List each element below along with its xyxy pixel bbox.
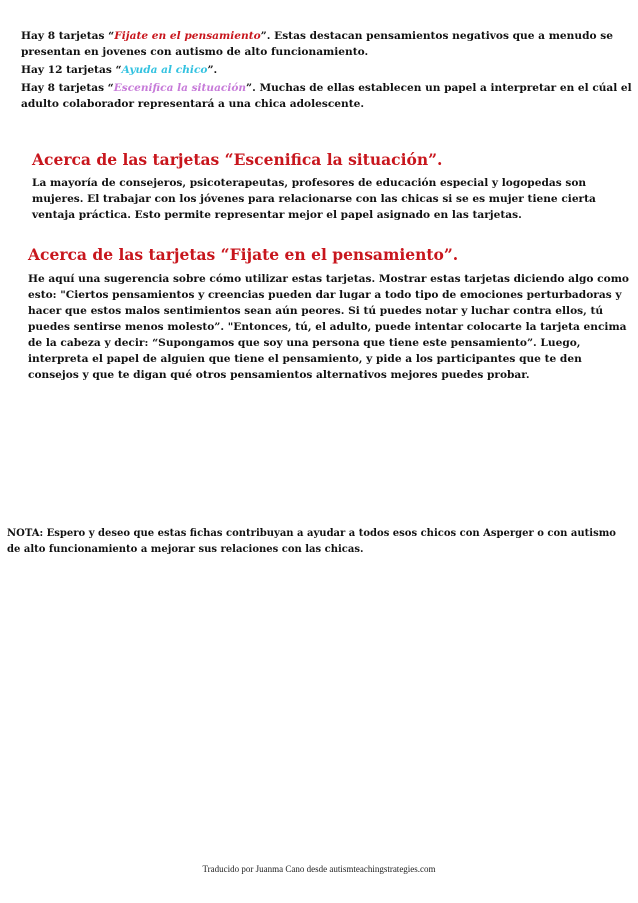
intro-line-adulto: adulto colaborador representará a una chica adolescente. <box>21 98 365 110</box>
section-line: mujeres. El trabajar con los jóvenes para relacionarse con las chicas si se es mujer tiene cierta <box>32 193 596 205</box>
intro-line-fijate <box>21 28 613 44</box>
footer-credit: Traducido por Juanma Cano desde autismteachingstrategies.com <box>202 864 436 874</box>
escenifica-card-name: Escenifica la situación <box>113 82 247 94</box>
intro-line-text: ”. <box>207 64 218 76</box>
section-line: de la cabeza y decir: “Supongamos que soy una persona que tiene este pensamiento”. Luego, <box>28 337 581 349</box>
intro-line-text: Hay 8 tarjetas “ <box>21 82 114 94</box>
intro-line-text: ”. Muchas de ellas establecen un papel a interpretar en el cúal el <box>246 82 632 94</box>
section-line: esto: "Ciertos pensamientos y creencias pueden dar lugar a todo tipo de emociones perturbadoras y <box>28 289 622 301</box>
intro-line-description: presentan en jovenes con autismo de alto funcionamiento. <box>21 46 369 58</box>
note-line: de alto funcionamiento a mejorar sus relaciones con las chicas. <box>7 544 364 555</box>
intro-line-ayuda <box>21 62 217 78</box>
note-line: NOTA: Espero y deseo que estas fichas contribuyan a ayudar a todos esos chicos con Asperger o con autismo <box>7 528 616 539</box>
section-line: He aquí una sugerencia sobre cómo utilizar estas tarjetas. Mostrar estas tarjetas diciendo algo como <box>28 273 629 285</box>
section-line: hacer que estos malos sentimientos sean aún peores. Si tú puedes notar y luchar contra ellos, tú <box>28 305 604 317</box>
section-heading-escenifica: Acerca de las tarjetas “Escenifica la situación”. <box>32 150 443 169</box>
intro-line-text: Hay 8 tarjetas “ <box>21 30 115 42</box>
intro-line-text: ”. Estas destacan pensamientos negativos que a menudo se <box>260 30 613 42</box>
section-line: La mayoría de consejeros, psicoterapeutas, profesores de educación especial y logopedas son <box>32 177 587 189</box>
section-line: interpreta el papel de alguien que tiene el pensamiento, y pide a los participantes que te den <box>28 353 582 365</box>
section-heading-fijate: Acerca de las tarjetas “Fijate en el pensamiento”. <box>28 245 459 264</box>
section-line: consejos y que te digan qué otros pensamientos alternativos mejores puedes probar. <box>28 369 530 381</box>
ayuda-card-name: Ayuda al chico <box>121 64 208 76</box>
section-line: puedes sentirse menos molesto”. "Entonces, tú, el adulto, puede intentar colocarte la tarjeta encima <box>28 321 627 333</box>
section-line: ventaja práctica. Esto permite representar mejor el papel asignado en las tarjetas. <box>32 209 522 221</box>
intro-line-text: Hay 12 tarjetas “ <box>21 64 122 76</box>
intro-line-escenifica <box>21 80 632 96</box>
fijate-card-name: Fijate en el pensamiento <box>114 30 261 42</box>
